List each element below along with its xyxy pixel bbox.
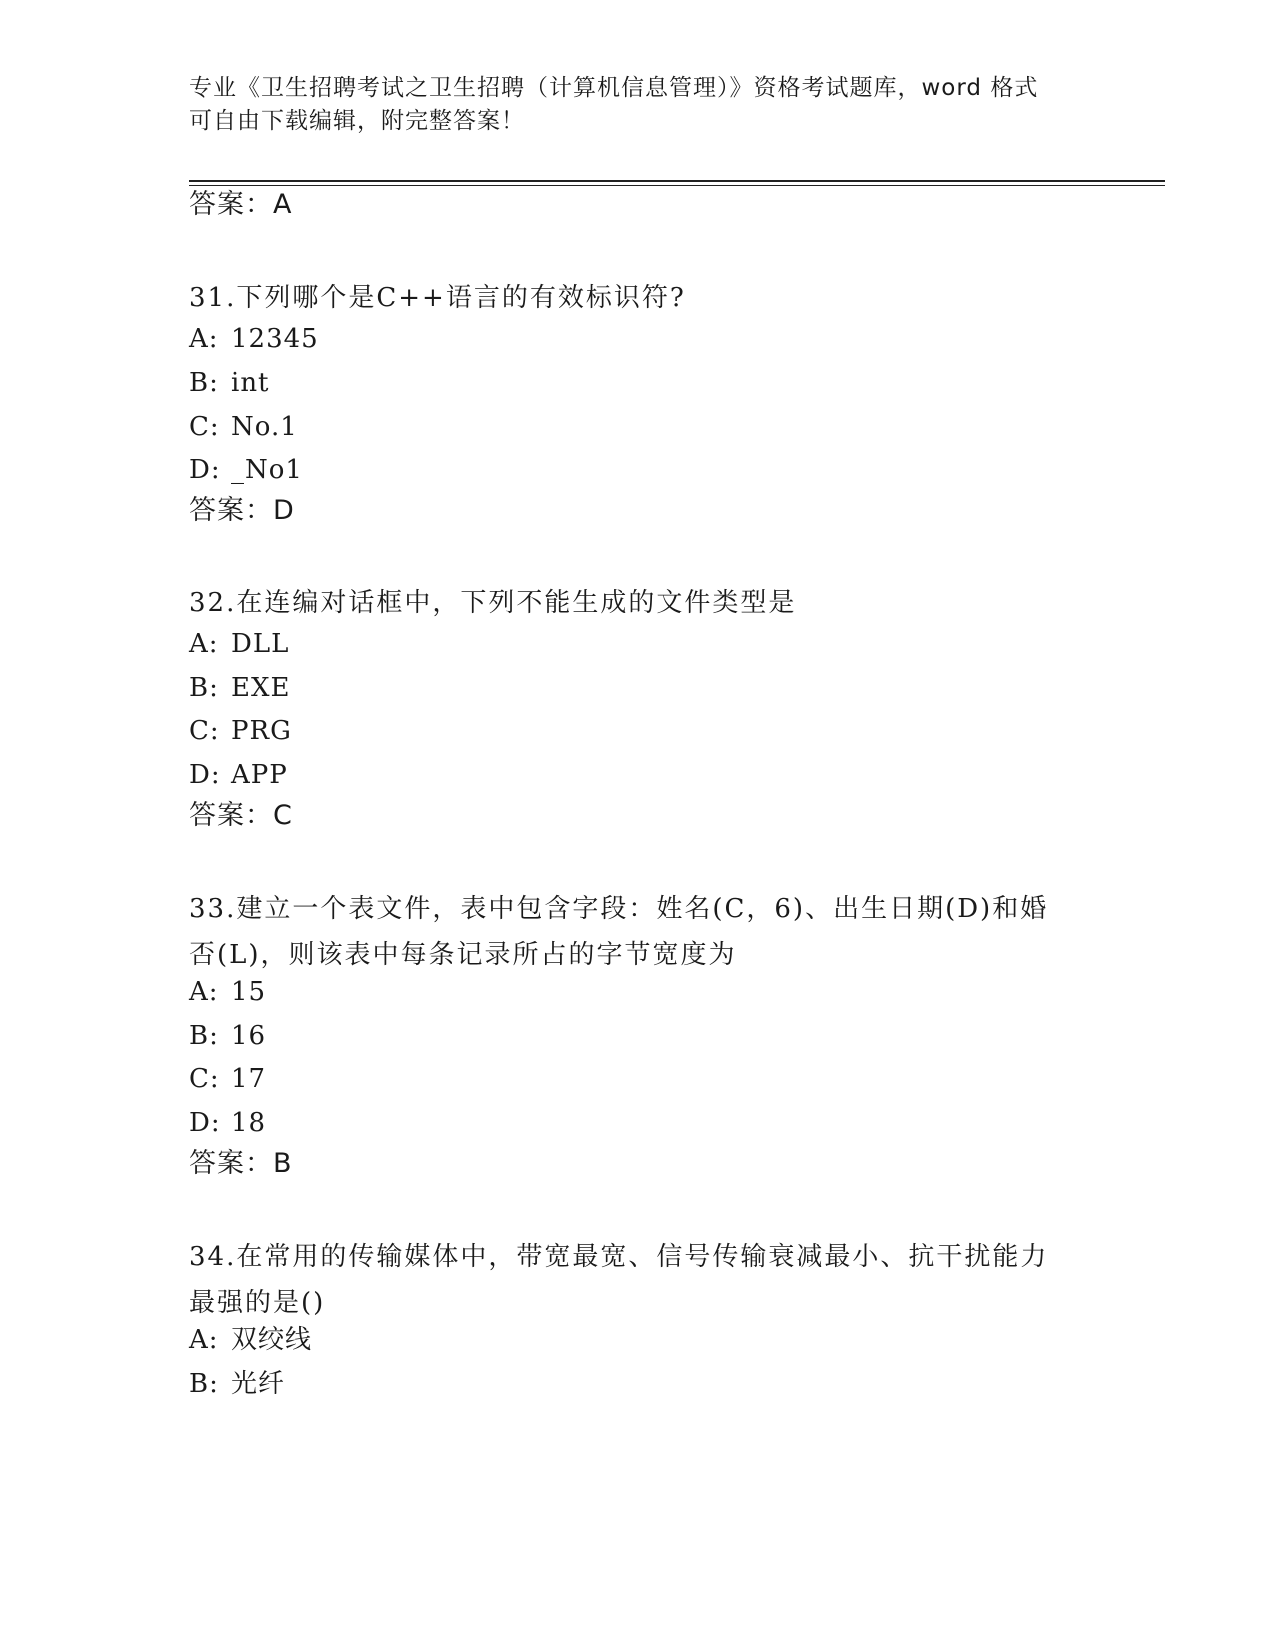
document-header xyxy=(189,72,1089,138)
option-text: _No1 xyxy=(231,455,303,485)
option-label: A: xyxy=(189,629,219,659)
question-32-text: 32.在连编对话框中，下列不能生成的文件类型是 xyxy=(189,588,797,618)
question-33-line-1: 33.建立一个表文件，表中包含字段：姓名(C，6)、出生日期(D)和婚 xyxy=(189,894,1049,924)
question-31-option-c xyxy=(189,410,298,444)
question-33-option-a xyxy=(189,975,266,1009)
answer-31: 答案：D xyxy=(189,495,295,526)
option-label: C: xyxy=(189,412,220,442)
question-34-text xyxy=(189,1234,1089,1326)
option-text: 18 xyxy=(231,1108,267,1138)
option-label: A: xyxy=(189,977,219,1007)
question-32-option-d xyxy=(189,758,288,792)
question-31-text: 31.下列哪个是C++语言的有效标识符? xyxy=(189,283,686,313)
option-text: 17 xyxy=(231,1064,267,1094)
option-text: 15 xyxy=(231,977,267,1007)
option-text: PRG xyxy=(231,716,292,746)
question-33-option-b xyxy=(189,1019,266,1053)
question-33-option-d xyxy=(189,1106,266,1140)
option-text: int xyxy=(231,368,270,398)
option-text: DLL xyxy=(231,629,290,659)
question-32-option-c xyxy=(189,714,292,748)
question-33-text xyxy=(189,886,1089,978)
question-31-option-d xyxy=(189,453,303,487)
option-text: 双绞线 xyxy=(231,1325,313,1355)
option-text: 光纤 xyxy=(231,1369,286,1399)
option-label: A: xyxy=(189,1325,219,1355)
option-label: B: xyxy=(189,1021,219,1051)
question-34-option-b xyxy=(189,1367,285,1401)
header-line-1: 专业《卫生招聘考试之卫生招聘（计算机信息管理）》资格考试题库，word 格式 xyxy=(189,75,1039,101)
option-text: EXE xyxy=(231,673,291,703)
answer-33: 答案：B xyxy=(189,1148,293,1179)
option-label: D: xyxy=(189,760,221,790)
header-rule-thick xyxy=(189,180,1165,182)
option-label: C: xyxy=(189,716,220,746)
question-33-option-c xyxy=(189,1062,266,1096)
answer-32: 答案：C xyxy=(189,800,293,831)
option-label: B: xyxy=(189,673,219,703)
question-31-option-a xyxy=(189,322,319,356)
question-34-option-a xyxy=(189,1323,312,1357)
option-text: 16 xyxy=(231,1021,267,1051)
header-line-2: 可自由下载编辑，附完整答案！ xyxy=(189,108,525,134)
answer-30: 答案：A xyxy=(189,189,293,220)
header-rule-thin xyxy=(189,185,1165,186)
question-32-option-a xyxy=(189,627,289,661)
question-33-line-2: 否(L)，则该表中每条记录所占的字节宽度为 xyxy=(189,940,737,970)
option-label: A: xyxy=(189,324,219,354)
question-31-option-b xyxy=(189,366,270,400)
option-label: C: xyxy=(189,1064,220,1094)
question-32-option-b xyxy=(189,671,290,705)
option-text: No.1 xyxy=(231,412,298,442)
option-text: APP xyxy=(231,760,288,790)
option-label: D: xyxy=(189,455,221,485)
option-label: D: xyxy=(189,1108,221,1138)
option-label: B: xyxy=(189,368,219,398)
question-34-line-2: 最强的是() xyxy=(189,1288,326,1318)
option-text: 12345 xyxy=(231,324,319,354)
option-label: B: xyxy=(189,1369,219,1399)
question-34-line-1: 34.在常用的传输媒体中，带宽最宽、信号传输衰减最小、抗干扰能力 xyxy=(189,1242,1049,1272)
